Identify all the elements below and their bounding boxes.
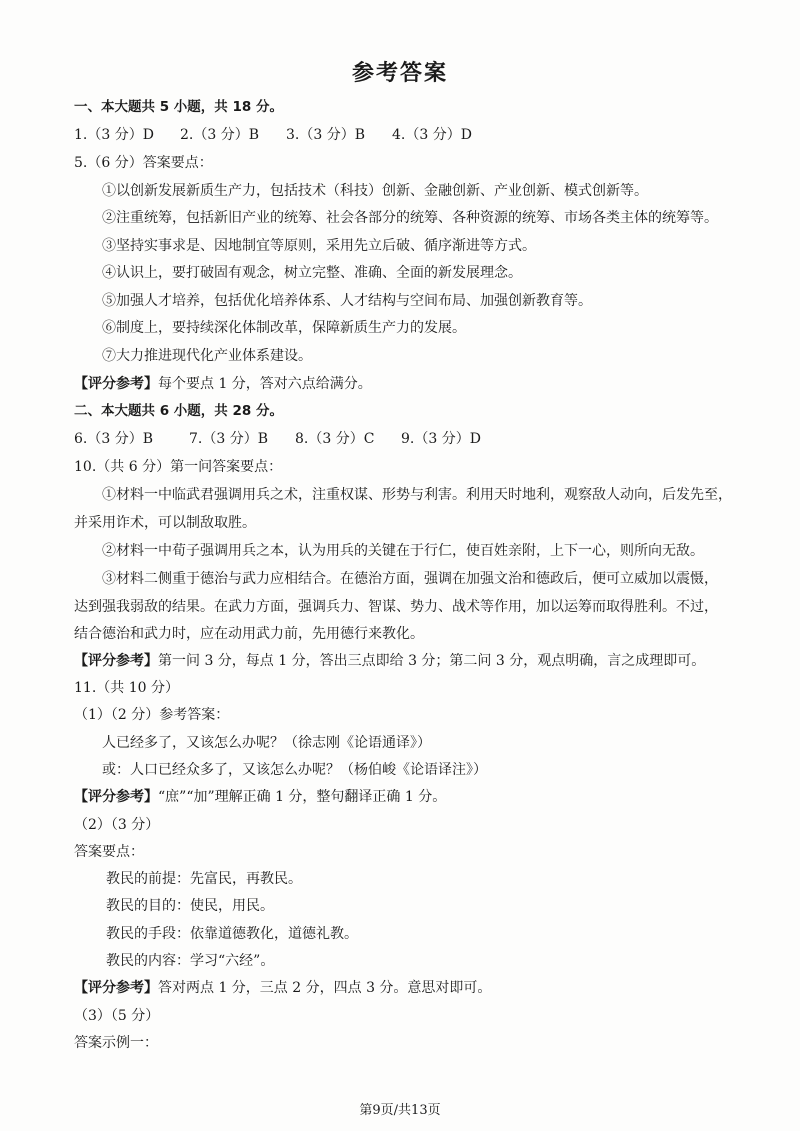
q11-sub2-point-4: 教民的内容：学习“六经”。 [106, 953, 275, 969]
q10-point-1-line-2: 并采用诈术，可以制敌取胜。 [74, 515, 256, 531]
q11-sub3-heading: （3）（5 分） [74, 1008, 160, 1024]
scoring-tag: 【评分参考】 [74, 980, 158, 996]
q5-point-1: ①以创新发展新质生产力，包括技术（科技）创新、金融创新、产业创新、模式创新等。 [102, 183, 648, 199]
q11-sub2-point-1: 教民的前提：先富民，再教民。 [106, 871, 302, 887]
q5-point-7: ⑦大力推进现代化产业体系建设。 [102, 348, 312, 364]
q11-sub1-answer-a: 人已经多了，又该怎么办呢？（徐志刚《论语通译》） [102, 735, 431, 751]
q10-point-2: ②材料一中荀子强调用兵之本，认为用兵的关键在于行仁，使百姓亲附，上下一心，则所向无敌。 [102, 543, 704, 559]
q5-point-2: ②注重统筹，包括新旧产业的统筹、社会各部分的统筹、各种资源的统筹、市场各类主体的统筹等。 [102, 210, 718, 226]
section-1-mc-answers [74, 125, 498, 145]
q5-heading: 5.（6 分）答案要点： [74, 155, 213, 171]
q5-point-5: ⑤加强人才培养，包括优化培养体系、人才结构与空间布局、加强创新教育等。 [102, 293, 592, 309]
section-1-heading: 一、本大题共 5 小题，共 18 分。 [74, 99, 283, 115]
mc-answer-8: 8.（3 分）C [295, 431, 375, 447]
q10-heading: 10.（共 6 分）第一问答案要点： [74, 459, 283, 475]
q11-sub2-label: 答案要点： [74, 844, 144, 860]
section-2-mc-answers [74, 429, 507, 449]
q5-point-3: ③坚持实事求是、因地制宜等原则，采用先立后破、循序渐进等方式。 [102, 238, 536, 254]
q11-sub2-point-3: 教民的手段：依靠道德教化，道德礼教。 [106, 926, 358, 942]
q11-sub1-scoring-note [74, 787, 446, 807]
mc-answer-4: 4.（3 分）D [392, 127, 472, 143]
q10-point-3-line-2: 达到强我弱敌的结果。在武力方面，强调兵力、智谋、势力、战术等作用，加以运筹而取得胜利。不过， [74, 599, 718, 615]
scoring-tag: 【评分参考】 [74, 789, 158, 805]
mc-answer-1: 1.（3 分）D [74, 127, 154, 143]
q11-sub2-scoring-note [74, 978, 491, 998]
scoring-text: 每个要点 1 分，答对六点给满分。 [158, 376, 372, 392]
scoring-text: 第一问 3 分，每点 1 分，答出三点即给 3 分；第二问 3 分，观点明确，言之成理即可。 [158, 653, 706, 669]
mc-answer-3: 3.（3 分）B [286, 127, 366, 143]
q11-sub3-label: 答案示例一： [74, 1035, 158, 1051]
mc-answer-9: 9.（3 分）D [401, 431, 481, 447]
page-title: 参考答案 [351, 61, 448, 86]
mc-answer-7: 7.（3 分）B [189, 431, 269, 447]
scoring-tag: 【评分参考】 [74, 376, 158, 392]
q10-point-3-line-1: ③材料二侧重于德治与武力应相结合。在德治方面，强调在加强文治和德政后，便可立威加以震慑， [102, 571, 718, 587]
q10-scoring-note [74, 651, 705, 671]
q5-point-6: ⑥制度上，要持续深化体制改革，保障新质生产力的发展。 [102, 320, 466, 336]
mc-answer-2: 2.（3 分）B [180, 127, 260, 143]
q11-heading: 11.（共 10 分） [74, 680, 179, 696]
q5-scoring-note [74, 374, 372, 394]
q5-point-4: ④认识上，要打破固有观念，树立完整、准确、全面的新发展理念。 [102, 265, 522, 281]
q11-sub2-point-2: 教民的目的：使民，用民。 [106, 898, 274, 914]
section-2-heading: 二、本大题共 6 小题，共 28 分。 [74, 403, 283, 419]
q11-sub2-heading: （2）（3 分） [74, 817, 160, 833]
q11-sub1-answer-b: 或：人口已经众多了，又该怎么办呢？（杨伯峻《论语译注》） [102, 762, 487, 778]
q10-point-1-line-1: ①材料一中临武君强调用兵之术，注重权谋、形势与利害。利用天时地利，观察敌人动向，后发先至， [102, 487, 732, 503]
q10-point-3-line-3: 结合德治和武力时，应在动用武力前，先用德行来教化。 [74, 626, 424, 642]
page-footer: 第9页/共13页 [359, 1103, 441, 1118]
q11-sub1-heading: （1）（2 分）参考答案： [74, 707, 230, 723]
scoring-text: 答对两点 1 分，三点 2 分，四点 3 分。意思对即可。 [158, 980, 492, 996]
scoring-tag: 【评分参考】 [74, 653, 158, 669]
scoring-text: “庶”“加”理解正确 1 分，整句翻译正确 1 分。 [158, 789, 447, 805]
mc-answer-6: 6.（3 分）B [74, 431, 154, 447]
